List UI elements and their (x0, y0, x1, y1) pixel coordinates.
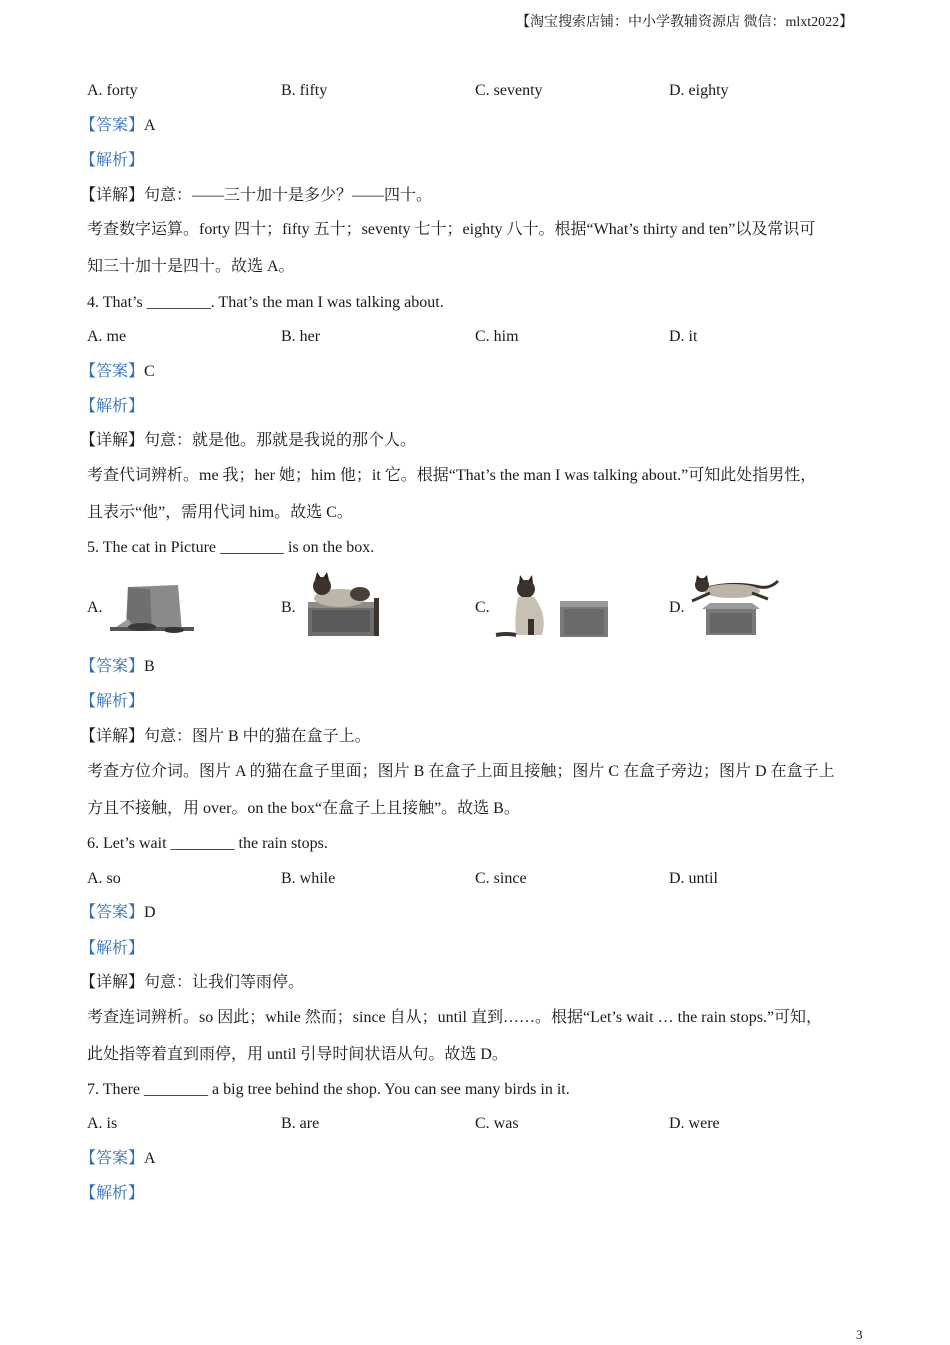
q4-analysis-tag: 【解析】 (80, 398, 145, 415)
q6-option-c: C. since (475, 870, 527, 887)
q3-option-b: B. fifty (281, 82, 328, 99)
q4-option-d: D. it (669, 328, 698, 345)
q5-detail: 【详解】句意：图片 B 中的猫在盒子上。 (80, 728, 371, 745)
q4-option-b: B. her (281, 328, 321, 345)
q7-option-d: D. were (669, 1115, 720, 1132)
q5-explain-line-2: 方且不接触，用 over。on the box“在盒子上且接触”。故选 B。 (87, 800, 520, 817)
q3-option-a: A. forty (87, 82, 138, 99)
q4-option-c: C. him (475, 328, 519, 345)
q7-option-a: A. is (87, 1115, 118, 1132)
q5-option-b: B. (281, 599, 296, 616)
q5-explain-line-1: 考查方位介词。图片 A 的猫在盒子里面；图片 B 在盒子上面且接触；图片 C 在盒子旁边；图片 D 在盒子上 (87, 763, 835, 780)
answer-tag: 【答案】 (80, 658, 145, 675)
answer-value: A (144, 1150, 156, 1167)
picture-b-cat-on-box (302, 572, 382, 638)
q3-detail: 【详解】句意：——三十加十是多少？——四十。 (80, 187, 433, 204)
q3-option-c: C. seventy (475, 82, 543, 99)
q7-option-c: C. was (475, 1115, 519, 1132)
picture-d-cat-over-box (690, 575, 782, 637)
q6-option-b: B. while (281, 870, 336, 887)
q3-explain-line-1: 考查数字运算。forty 四十；fifty 五十；seventy 七十；eighty 八十。根据“What’s thirty and ten”以及常识可 (87, 221, 816, 238)
q4-explain-line-2: 且表示“他”，需用代词 him。故选 C。 (87, 504, 353, 521)
q3-answer (80, 116, 156, 136)
picture-c-cat-beside-box (492, 575, 612, 639)
answer-value: A (144, 117, 156, 134)
answer-value: C (144, 363, 155, 380)
q6-answer (80, 903, 156, 923)
q5-stem: 5. The cat in Picture ________ is on the box. (87, 539, 375, 556)
q6-option-a: A. so (87, 870, 121, 887)
answer-tag: 【答案】 (80, 904, 145, 921)
q3-explain-line-2: 知三十加十是四十。故选 A。 (87, 258, 295, 275)
q3-analysis-tag: 【解析】 (80, 152, 145, 169)
answer-tag: 【答案】 (80, 363, 145, 380)
q6-explain-line-2: 此处指等着直到雨停，用 until 引导时间状语从句。故选 D。 (87, 1046, 508, 1063)
q5-analysis-tag: 【解析】 (80, 693, 145, 710)
q5-option-d: D. (669, 599, 685, 616)
answer-value: D (144, 904, 156, 921)
answer-tag: 【答案】 (80, 1150, 145, 1167)
q4-explain-line-1: 考查代词辨析。me 我；her 她；him 他；it 它。根据“That’s the man I was talking about.”可知此处指男性， (87, 467, 817, 484)
q6-explain-line-1: 考查连词辨析。so 因此；while 然而；since 自从；until 直到……。根据“Let’s wait … the rain stops.”可知， (87, 1009, 823, 1026)
q4-detail: 【详解】句意：就是他。那就是我说的那个人。 (80, 432, 417, 449)
q4-stem: 4. That’s ________. That’s the man I was talking about. (87, 294, 444, 311)
q5-answer (80, 657, 155, 677)
q4-option-a: A. me (87, 328, 127, 345)
answer-value: B (144, 658, 155, 675)
picture-a-cat-in-box (106, 583, 198, 637)
q6-detail: 【详解】句意：让我们等雨停。 (80, 974, 305, 991)
q5-option-a: A. (87, 599, 103, 616)
page-header: 【淘宝搜索店铺：中小学教辅资源店 微信：mlxt2022】 (516, 15, 854, 30)
q3-option-d: D. eighty (669, 82, 729, 99)
q6-stem: 6. Let’s wait ________ the rain stops. (87, 835, 328, 852)
q5-option-c: C. (475, 599, 490, 616)
q6-analysis-tag: 【解析】 (80, 940, 145, 957)
answer-tag: 【答案】 (80, 117, 145, 134)
q7-stem: 7. There ________ a big tree behind the shop. You can see many birds in it. (87, 1081, 570, 1098)
q4-answer (80, 362, 155, 382)
q7-option-b: B. are (281, 1115, 320, 1132)
page-number: 3 (856, 1327, 863, 1342)
q6-option-d: D. until (669, 870, 718, 887)
q7-answer (80, 1149, 156, 1169)
q7-analysis-tag: 【解析】 (80, 1185, 145, 1202)
